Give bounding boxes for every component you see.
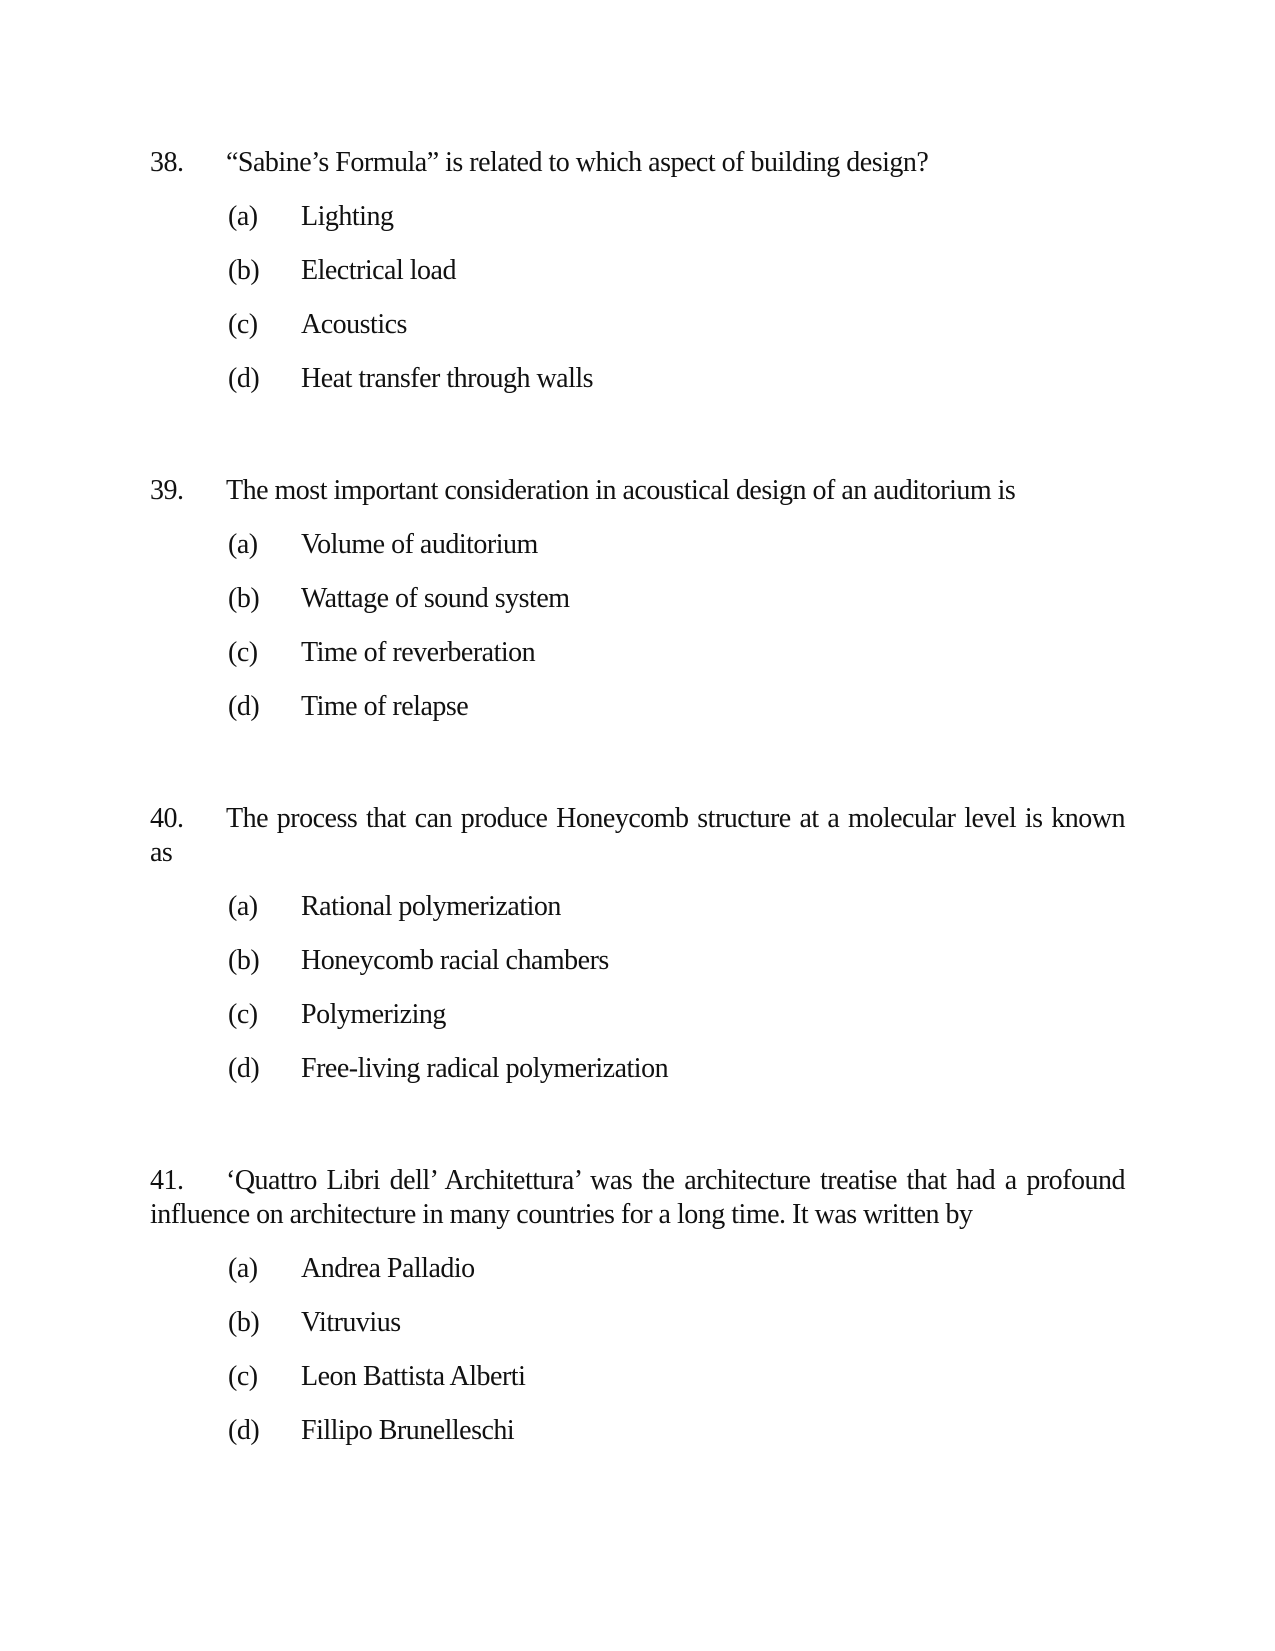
option-label: (b) (228, 255, 260, 286)
option-label: (c) (228, 999, 258, 1030)
option-text: Acoustics (301, 309, 407, 340)
option-row (228, 528, 1125, 562)
option-label: (b) (228, 945, 260, 976)
question-number: 40. (150, 803, 184, 834)
option-text: Leon Battista Alberti (301, 1361, 526, 1392)
question-paragraph (150, 1164, 1125, 1232)
question-41 (150, 1164, 1125, 1448)
question-39 (150, 474, 1125, 724)
option-text: Free-living radical polymerization (301, 1053, 669, 1084)
option-label: (d) (228, 1415, 260, 1446)
option-text: Rational polymerization (301, 891, 561, 922)
option-row (228, 1252, 1125, 1286)
option-row (228, 1052, 1125, 1086)
option-text: Fillipo Brunelleschi (301, 1415, 515, 1446)
option-label: (d) (228, 363, 260, 394)
question-paragraph (150, 146, 1125, 180)
option-row (228, 944, 1125, 978)
option-text: Lighting (301, 201, 394, 232)
question-number: 39. (150, 475, 184, 506)
option-row (228, 1414, 1125, 1448)
question-text: The most important consideration in acoustical design of an auditorium is (226, 475, 1016, 506)
option-label: (a) (228, 891, 258, 922)
question-number: 41. (150, 1165, 184, 1196)
option-row (228, 1360, 1125, 1394)
option-row (228, 200, 1125, 234)
option-label: (c) (228, 309, 258, 340)
question-number: 38. (150, 147, 184, 178)
option-label: (c) (228, 637, 258, 668)
option-text: Electrical load (301, 255, 456, 286)
option-row (228, 636, 1125, 670)
question-40 (150, 802, 1125, 1086)
option-text: Honeycomb racial chambers (301, 945, 609, 976)
option-text: Polymerizing (301, 999, 446, 1030)
option-text: Andrea Palladio (301, 1253, 475, 1284)
option-label: (b) (228, 583, 260, 614)
option-label: (b) (228, 1307, 260, 1338)
question-text: ‘Quattro Libri dell’ Architettura’ was the architecture treatise that had a profound influence on architecture in many countries for a long time. It was written by (150, 1165, 1125, 1230)
option-text: Heat transfer through walls (301, 363, 594, 394)
option-row (228, 890, 1125, 924)
option-label: (c) (228, 1361, 258, 1392)
option-label: (a) (228, 1253, 258, 1284)
question-paragraph (150, 474, 1125, 508)
question-paragraph (150, 802, 1125, 870)
option-row (228, 308, 1125, 342)
question-text: The process that can produce Honeycomb structure at a molecular level is known as (150, 803, 1125, 868)
option-row (228, 1306, 1125, 1340)
option-text: Time of reverberation (301, 637, 536, 668)
option-text: Vitruvius (301, 1307, 401, 1338)
option-row (228, 582, 1125, 616)
option-label: (a) (228, 529, 258, 560)
option-row (228, 254, 1125, 288)
option-row (228, 362, 1125, 396)
question-text: “Sabine’s Formula” is related to which aspect of building design? (226, 147, 929, 178)
option-row (228, 690, 1125, 724)
option-text: Time of relapse (301, 691, 469, 722)
option-text: Volume of auditorium (301, 529, 538, 560)
option-label: (a) (228, 201, 258, 232)
option-label: (d) (228, 1053, 260, 1084)
option-text: Wattage of sound system (301, 583, 570, 614)
question-38 (150, 146, 1125, 396)
option-label: (d) (228, 691, 260, 722)
option-row (228, 998, 1125, 1032)
